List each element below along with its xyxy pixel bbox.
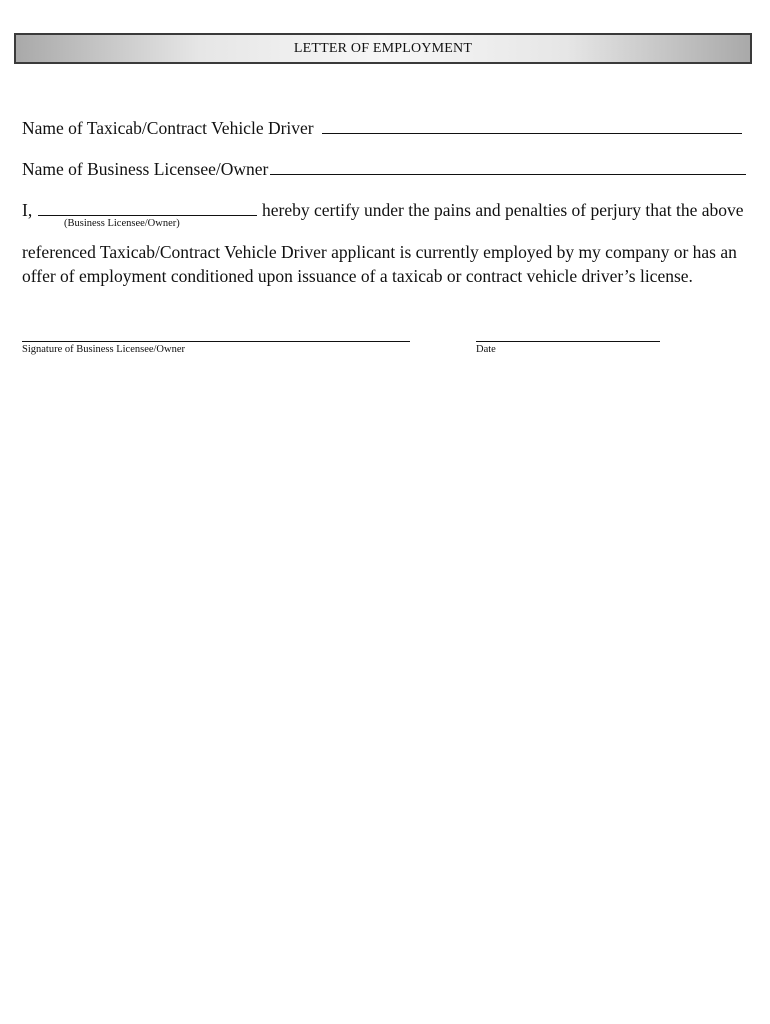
licensee-name-label: Name of Business Licensee/Owner (22, 159, 269, 179)
certify-licensee-field[interactable] (38, 215, 257, 216)
signature-label: Signature of Business Licensee/Owner (22, 344, 186, 355)
driver-name-label: Name of Taxicab/Contract Vehicle Driver (22, 118, 314, 138)
driver-name-field[interactable] (322, 133, 742, 134)
licensee-name-field[interactable] (270, 174, 746, 175)
document-title: LETTER OF EMPLOYMENT (14, 33, 752, 64)
certify-prefix: I, (22, 200, 33, 220)
certify-blank-caption: (Business Licensee/Owner) (64, 218, 180, 229)
date-field[interactable] (476, 341, 660, 342)
signature-field[interactable] (22, 341, 410, 342)
date-label: Date (476, 344, 496, 355)
certify-statement: hereby certify under the pains and penalties of perjury that the above (262, 200, 744, 220)
certification-paragraph: referenced Taxicab/Contract Vehicle Driver applicant is currently employed by my company or has an offer of employment conditioned upon issuance of a taxicab or contract vehicle driver’s license. (22, 242, 737, 286)
